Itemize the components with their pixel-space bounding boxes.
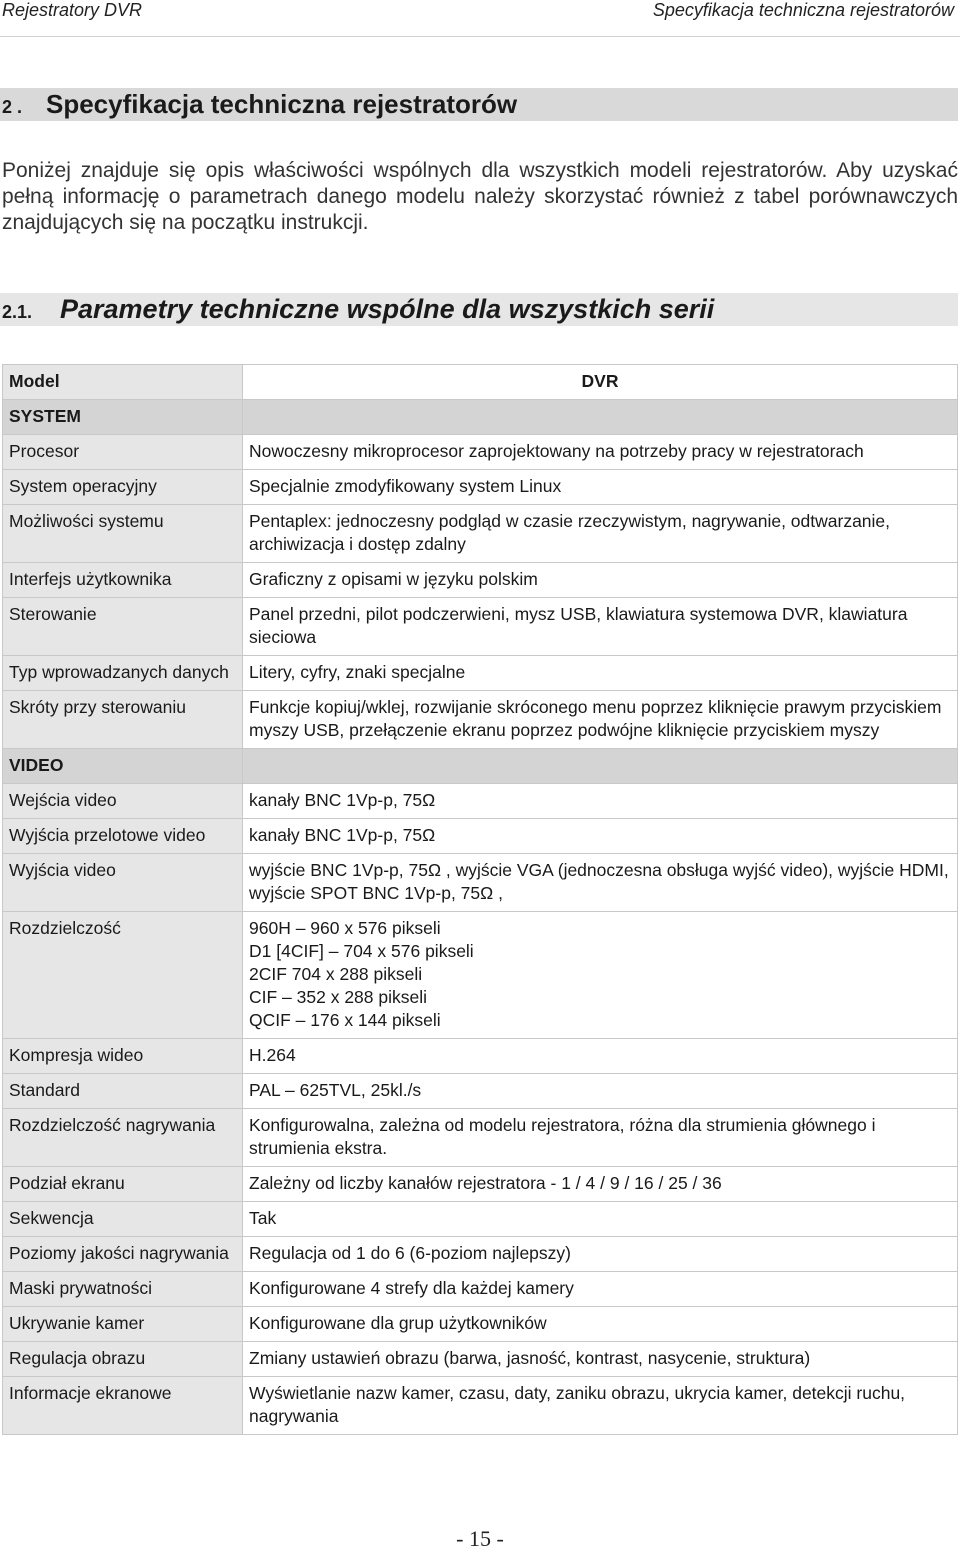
- row-label: Sterowanie: [3, 598, 243, 656]
- model-header: Model: [3, 365, 243, 400]
- subsection-heading: [0, 293, 958, 326]
- section-heading: [0, 88, 958, 121]
- table-row: [3, 784, 958, 819]
- row-value: Graficzny z opisami w języku polskim: [243, 563, 958, 598]
- row-label: Ukrywanie kamer: [3, 1307, 243, 1342]
- row-value: kanały BNC 1Vp-p, 75Ω: [243, 819, 958, 854]
- row-value: 960H – 960 x 576 pikseli D1 [4CIF] – 704 x 576 pikseli 2CIF 704 x 288 pikseli CIF – 352 x 288 pikseli QCIF – 176 x 144 pikseli: [243, 912, 958, 1039]
- row-label: Maski prywatności: [3, 1272, 243, 1307]
- video-section-row: [3, 749, 958, 784]
- intro-paragraph: Poniżej znajduje się opis właściwości wspólnych dla wszystkich modeli rejestratorów. Aby uzyskać pełną informację o parametrach danego modelu należy skorzystać również z tabel porównawczych znajdujących się na początku instrukcji.: [2, 159, 958, 234]
- row-label: Poziomy jakości nagrywania: [3, 1237, 243, 1272]
- table-row: [3, 912, 958, 1039]
- table-row: [3, 1377, 958, 1435]
- subsection-title: Parametry techniczne wspólne dla wszystkich serii: [60, 294, 715, 324]
- table-row: [3, 435, 958, 470]
- row-value: Tak: [243, 1202, 958, 1237]
- row-label: Wyjścia video: [3, 854, 243, 912]
- table-row: [3, 819, 958, 854]
- row-value: Litery, cyfry, znaki specjalne: [243, 656, 958, 691]
- row-value: kanały BNC 1Vp-p, 75Ω: [243, 784, 958, 819]
- row-value: Regulacja od 1 do 6 (6-poziom najlepszy): [243, 1237, 958, 1272]
- system-section-row: [3, 400, 958, 435]
- row-value: Panel przedni, pilot podczerwieni, mysz USB, klawiatura systemowa DVR, klawiatura sieciowa: [243, 598, 958, 656]
- row-label: Rozdzielczość nagrywania: [3, 1109, 243, 1167]
- table-row: [3, 1237, 958, 1272]
- row-value: Funkcje kopiuj/wklej, rozwijanie skróconego menu poprzez kliknięcie prawym przyciskiem myszy USB, przełączenie ekranu poprzez podwójne kliknięcie przyciskiem myszy: [243, 691, 958, 749]
- row-label: System operacyjny: [3, 470, 243, 505]
- table-row: [3, 1074, 958, 1109]
- table-row: [3, 1167, 958, 1202]
- row-value: Specjalnie zmodyfikowany system Linux: [243, 470, 958, 505]
- dvr-header: DVR: [243, 365, 958, 400]
- row-label: Interfejs użytkownika: [3, 563, 243, 598]
- table-row: [3, 691, 958, 749]
- table-row: [3, 1202, 958, 1237]
- table-header-row: [3, 365, 958, 400]
- row-value: Konfigurowalna, zależna od modelu rejestratora, różna dla strumienia głównego i strumienia ekstra.: [243, 1109, 958, 1167]
- table-row: [3, 1109, 958, 1167]
- row-label: Standard: [3, 1074, 243, 1109]
- row-value: Zmiany ustawień obrazu (barwa, jasność, kontrast, nasycenie, struktura): [243, 1342, 958, 1377]
- table-row: [3, 656, 958, 691]
- table-row: [3, 505, 958, 563]
- table-row: [3, 1342, 958, 1377]
- row-label: Wejścia video: [3, 784, 243, 819]
- row-label: Podział ekranu: [3, 1167, 243, 1202]
- system-section-fill: [243, 400, 958, 435]
- row-value: H.264: [243, 1039, 958, 1074]
- video-section-fill: [243, 749, 958, 784]
- row-label: Wyjścia przelotowe video: [3, 819, 243, 854]
- table-row: [3, 470, 958, 505]
- row-value: Konfigurowane 4 strefy dla każdej kamery: [243, 1272, 958, 1307]
- table-row: [3, 854, 958, 912]
- spec-table: [2, 364, 958, 1435]
- row-label: Typ wprowadzanych danych: [3, 656, 243, 691]
- row-value: wyjście BNC 1Vp-p, 75Ω , wyjście VGA (jednoczesna obsługa wyjść video), wyjście HDMI, wyjście SPOT BNC 1Vp-p, 75Ω ,: [243, 854, 958, 912]
- subsection-number: 2.1.: [2, 302, 33, 322]
- row-label: Procesor: [3, 435, 243, 470]
- row-value: Zależny od liczby kanałów rejestratora - 1 / 4 / 9 / 16 / 25 / 36: [243, 1167, 958, 1202]
- row-value: PAL – 625TVL, 25kl./s: [243, 1074, 958, 1109]
- row-value: Konfigurowane dla grup użytkowników: [243, 1307, 958, 1342]
- header-right-title: Specyfikacja techniczna rejestratorów: [652, 0, 954, 20]
- section-title: Specyfikacja techniczna rejestratorów: [46, 89, 518, 119]
- row-label: Informacje ekranowe: [3, 1377, 243, 1435]
- row-label: Sekwencja: [3, 1202, 243, 1237]
- table-row: [3, 1039, 958, 1074]
- table-row: [3, 598, 958, 656]
- row-value: Nowoczesny mikroprocesor zaprojektowany na potrzeby pracy w rejestratorach: [243, 435, 958, 470]
- row-value: Pentaplex: jednoczesny podgląd w czasie rzeczywistym, nagrywanie, odtwarzanie, archiwizacja i dostęp zdalny: [243, 505, 958, 563]
- row-label: Kompresja wideo: [3, 1039, 243, 1074]
- row-label: Rozdzielczość: [3, 912, 243, 1039]
- row-label: Regulacja obrazu: [3, 1342, 243, 1377]
- system-section-title: SYSTEM: [3, 400, 243, 435]
- row-label: Możliwości systemu: [3, 505, 243, 563]
- video-section-title: VIDEO: [3, 749, 243, 784]
- section-number: 2 .: [2, 97, 23, 117]
- page-header: [0, 0, 960, 37]
- header-left-title: Rejestratory DVR: [2, 0, 143, 20]
- row-label: Skróty przy sterowaniu: [3, 691, 243, 749]
- table-row: [3, 1272, 958, 1307]
- row-value: Wyświetlanie nazw kamer, czasu, daty, zaniku obrazu, ukrycia kamer, detekcji ruchu, nagrywania: [243, 1377, 958, 1435]
- page-number: - 15 -: [456, 1526, 504, 1551]
- table-row: [3, 1307, 958, 1342]
- table-row: [3, 563, 958, 598]
